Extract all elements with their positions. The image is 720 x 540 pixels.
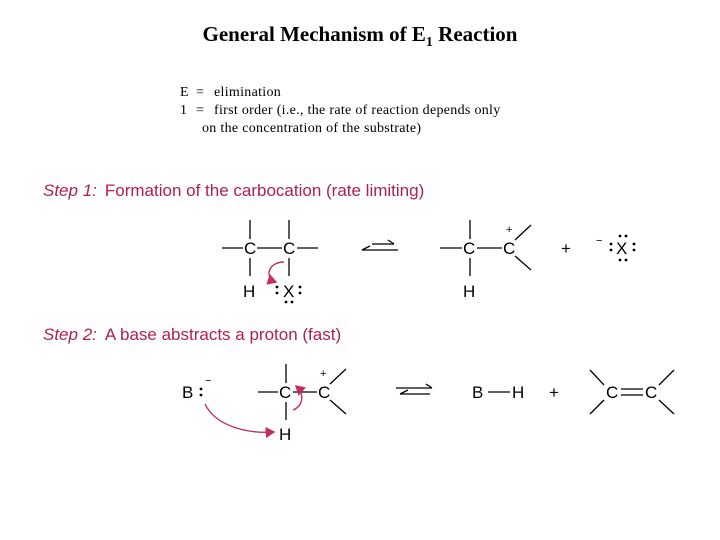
svg-text:−: − — [596, 235, 603, 247]
svg-text:C: C — [283, 239, 296, 258]
svg-text:B: B — [182, 383, 194, 402]
svg-text:C: C — [503, 239, 516, 258]
step2-label: Step 2: A base abstracts a proton (fast) — [43, 325, 342, 344]
step1-carbocation — [440, 220, 531, 301]
svg-text:C: C — [279, 383, 292, 402]
svg-text:H: H — [279, 425, 292, 444]
step1-reactant — [222, 220, 318, 303]
svg-text:H: H — [463, 282, 476, 301]
plus-sign-step1: + — [561, 239, 571, 258]
svg-text:C: C — [606, 383, 619, 402]
definition-1-continued: on the concentration of the substrate) — [202, 121, 422, 136]
product-alkene — [590, 370, 674, 414]
curved-arrow-base-to-h — [205, 404, 274, 432]
svg-text:−: − — [205, 375, 212, 387]
svg-text:X: X — [283, 282, 295, 301]
svg-text:X: X — [616, 239, 628, 258]
svg-text:C: C — [463, 239, 476, 258]
svg-text:H: H — [512, 383, 525, 402]
step1-label: Step 1: Formation of the carbocation (rate limiting) — [43, 181, 425, 200]
page-title: General Mechanism of $E_1$ Reaction — [202, 22, 518, 51]
product-bh — [472, 383, 524, 402]
plus-sign-step2: + — [549, 383, 559, 402]
halide-ion — [596, 235, 635, 262]
svg-text:+: + — [320, 368, 327, 380]
svg-text:H: H — [243, 282, 256, 301]
definition-e: E = elimination — [180, 85, 282, 100]
base — [182, 375, 211, 402]
svg-text:C: C — [645, 383, 658, 402]
step2-equilibrium-arrow — [396, 384, 432, 394]
curved-arrow-step1 — [269, 262, 284, 282]
svg-text:B: B — [472, 383, 484, 402]
curved-arrow-bond-to-carbocation — [293, 386, 302, 410]
definition-1: 1 = first order (i.e., the rate of reaction depends only — [180, 103, 501, 118]
svg-text:C: C — [244, 239, 257, 258]
svg-text:+: + — [506, 224, 513, 236]
svg-text:C: C — [318, 383, 331, 402]
step1-equilibrium-arrow — [362, 240, 398, 250]
